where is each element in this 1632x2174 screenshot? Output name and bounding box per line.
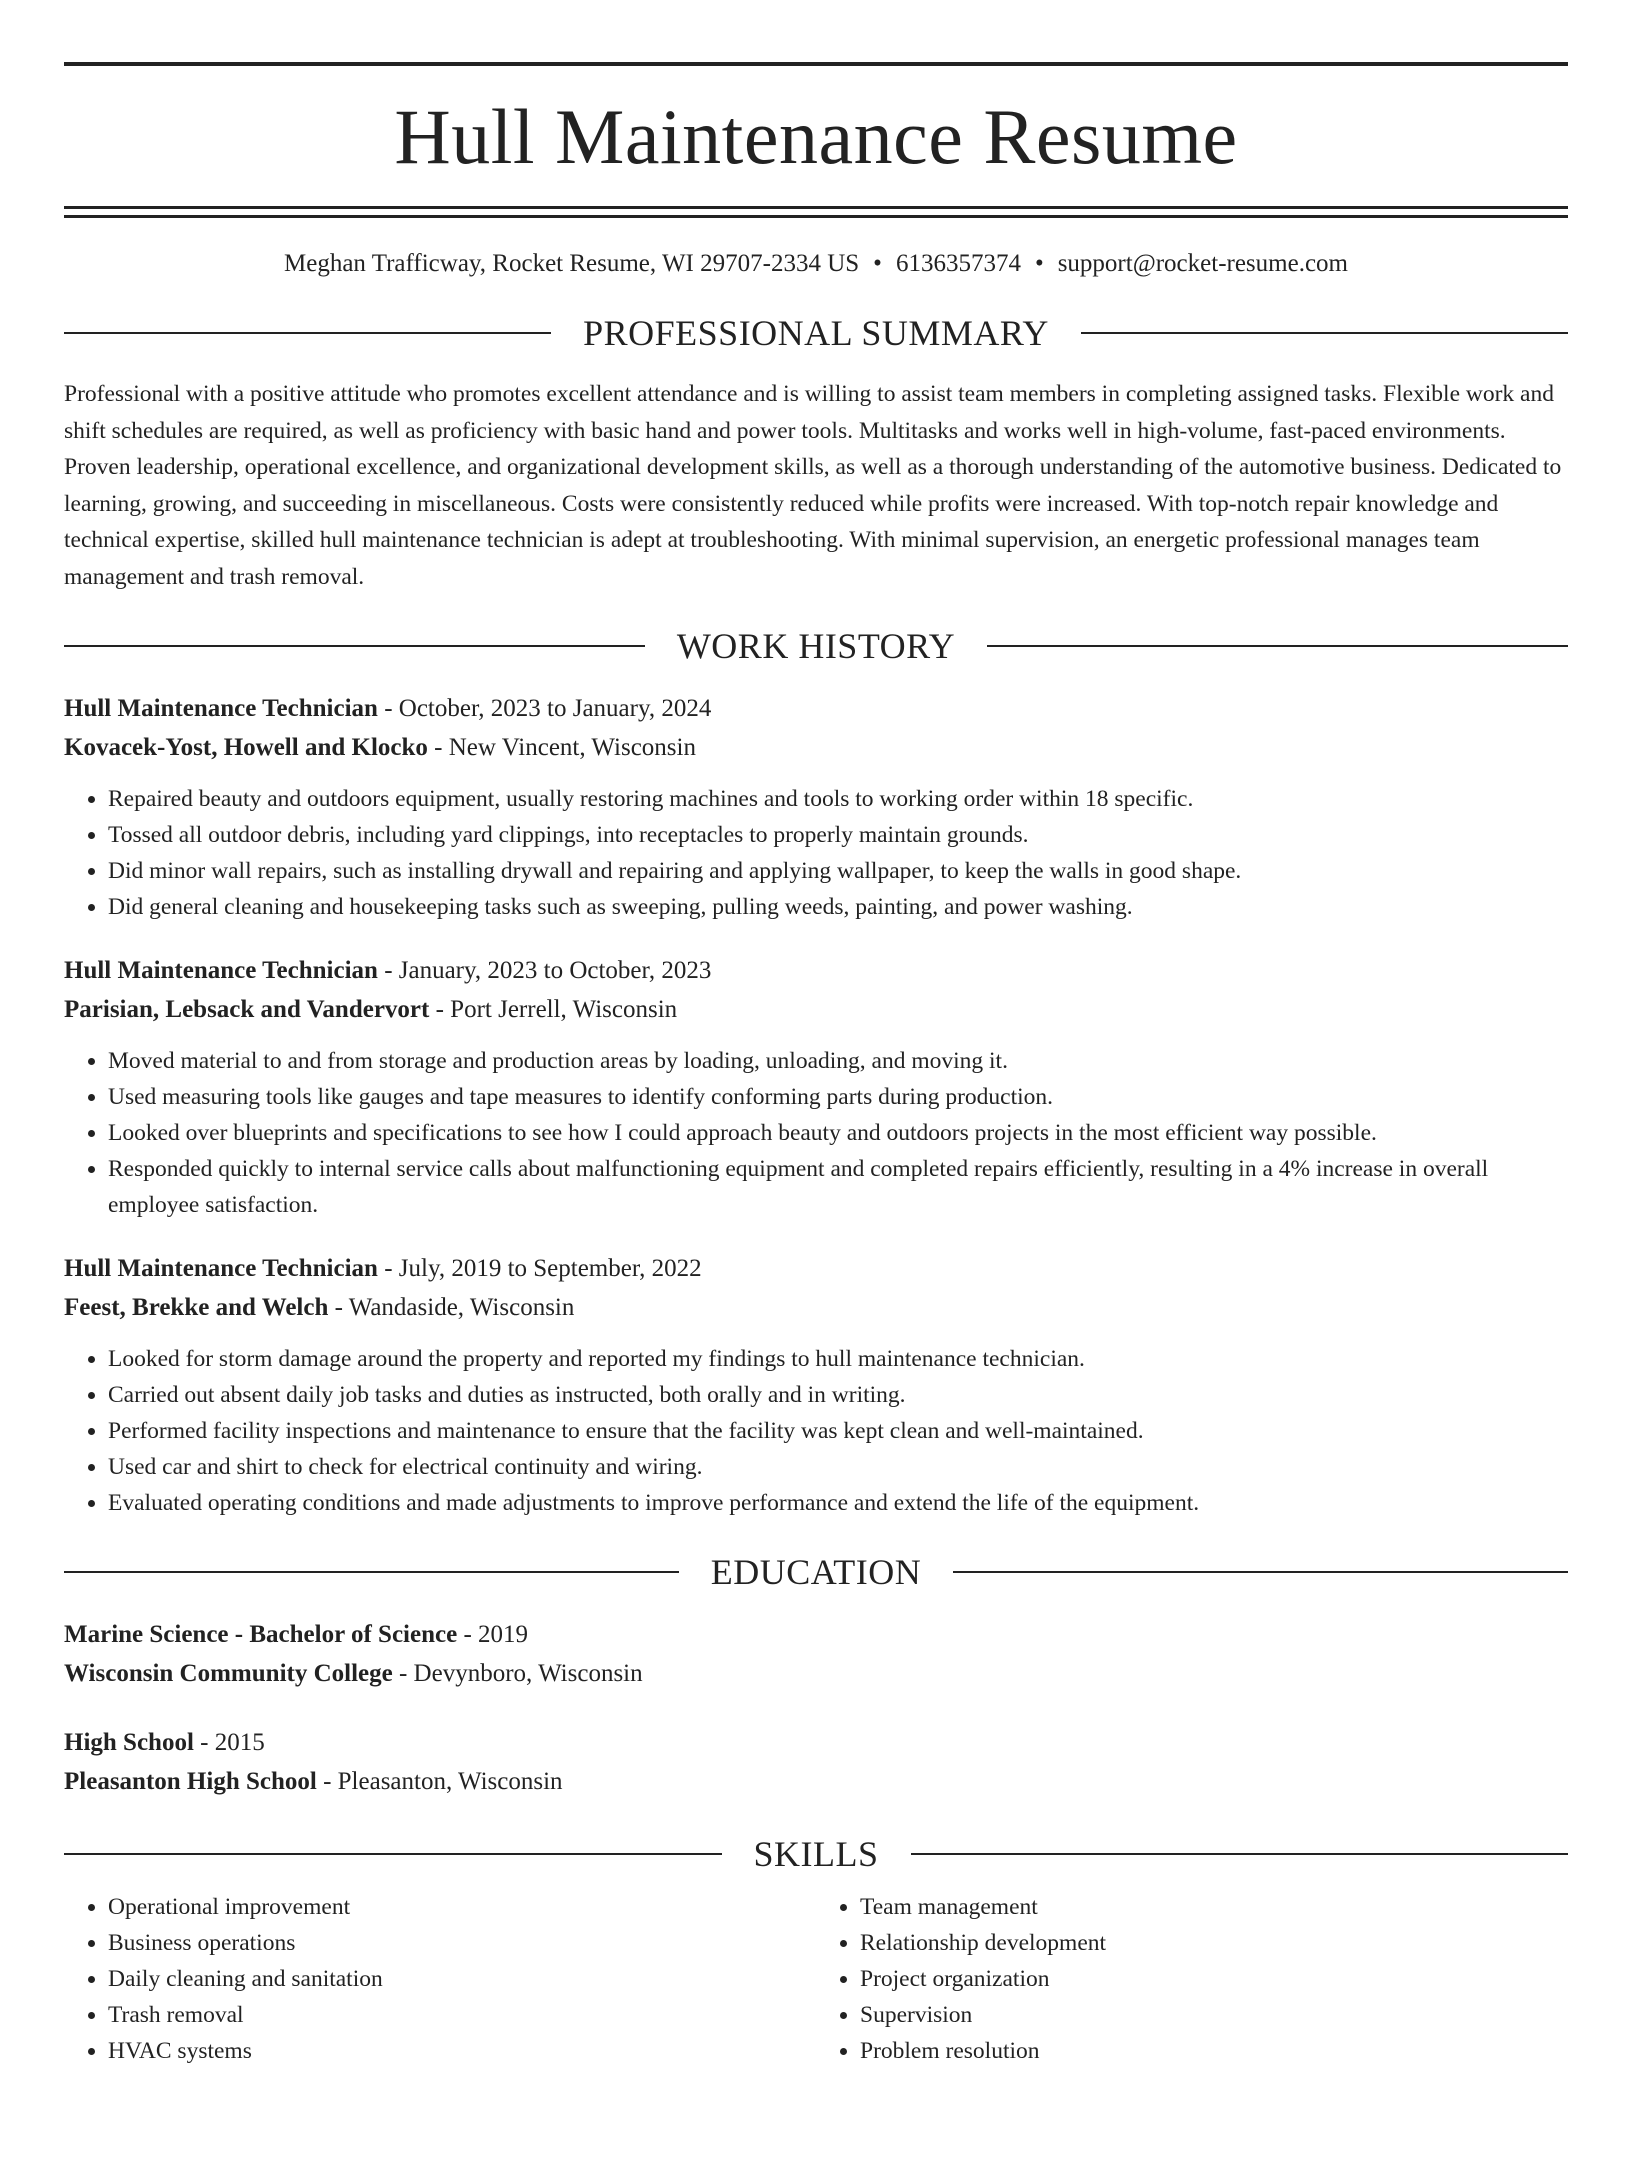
section-title-skills: SKILLS xyxy=(753,1834,879,1874)
contact-address: Meghan Trafficway, Rocket Resume, WI 29707-2334 US xyxy=(284,250,860,277)
list-item: • Used car and shirt to check for electrical continuity and wiring. xyxy=(108,1449,1568,1485)
skills-column-right xyxy=(816,1889,1568,2069)
education-year: - 2019 xyxy=(457,1621,529,1648)
section-title-education: EDUCATION xyxy=(710,1552,922,1592)
job-company-line xyxy=(64,990,1568,1029)
section-rule xyxy=(953,1571,1568,1573)
education-degree-line xyxy=(64,1723,1568,1762)
section-header-skills xyxy=(64,1833,1568,1875)
section-title-summary: PROFESSIONAL SUMMARY xyxy=(583,313,1049,353)
job-bullets xyxy=(64,1341,1568,1521)
contact-phone: 6136357374 xyxy=(895,250,1021,277)
list-item: • Business operations xyxy=(108,1925,816,1961)
job-company: Feest, Brekke and Welch xyxy=(64,1294,329,1321)
job-location: - Port Jerrell, Wisconsin xyxy=(429,996,678,1023)
job-company-line xyxy=(64,728,1568,767)
job-location: - Wandaside, Wisconsin xyxy=(328,1294,575,1321)
job-location: - New Vincent, Wisconsin xyxy=(427,734,696,761)
skills-list xyxy=(64,1889,1568,2069)
list-item: • Looked for storm damage around the property and reported my findings to hull maintenance technician. xyxy=(108,1341,1568,1377)
section-title-work: WORK HISTORY xyxy=(676,626,956,666)
section-header-summary xyxy=(64,312,1568,354)
job-entry xyxy=(64,1249,1568,1521)
education-location: - Pleasanton, Wisconsin xyxy=(316,1768,563,1795)
education-school: Pleasanton High School xyxy=(64,1768,317,1795)
list-item: • HVAC systems xyxy=(108,2033,816,2069)
section-header-work xyxy=(64,625,1568,667)
job-dates: - October, 2023 to January, 2024 xyxy=(377,695,712,722)
list-item: • Tossed all outdoor debris, including yard clippings, into receptacles to properly maintain grounds. xyxy=(108,817,1568,853)
section-rule xyxy=(1081,332,1568,334)
job-company-line xyxy=(64,1288,1568,1327)
education-entry xyxy=(64,1615,1568,1693)
job-dates: - January, 2023 to October, 2023 xyxy=(377,957,712,984)
job-title-line xyxy=(64,1249,1568,1288)
list-item: • Trash removal xyxy=(108,1997,816,2033)
list-item: • Repaired beauty and outdoors equipment, usually restoring machines and tools to working order within 18 specific. xyxy=(108,781,1568,817)
contact-email[interactable]: support@rocket-resume.com xyxy=(1057,250,1348,277)
education-school: Wisconsin Community College xyxy=(64,1660,393,1687)
section-rule xyxy=(64,332,551,334)
job-entry xyxy=(64,951,1568,1223)
list-item: • Used measuring tools like gauges and tape measures to identify conforming parts during production. xyxy=(108,1079,1568,1115)
list-item: • Operational improvement xyxy=(108,1889,816,1925)
list-item: • Relationship development xyxy=(860,1925,1568,1961)
list-item: • Team management xyxy=(860,1889,1568,1925)
job-title: Hull Maintenance Technician xyxy=(64,1255,378,1282)
job-title-line xyxy=(64,951,1568,990)
top-rule xyxy=(64,62,1568,66)
job-entry xyxy=(64,689,1568,925)
resume-page xyxy=(0,62,1632,2174)
education-school-line xyxy=(64,1762,1568,1801)
section-rule xyxy=(911,1853,1569,1855)
contact-line xyxy=(64,250,1568,278)
skills-column-left xyxy=(64,1889,816,2069)
education-entry xyxy=(64,1723,1568,1801)
job-bullets xyxy=(64,781,1568,925)
list-item: • Responded quickly to internal service calls about malfunctioning equipment and completed repairs efficiently, resulting in a 4% increase in overall employee satisfaction. xyxy=(108,1151,1568,1223)
section-rule xyxy=(64,645,645,647)
job-title-line xyxy=(64,689,1568,728)
job-dates: - July, 2019 to September, 2022 xyxy=(377,1255,702,1282)
job-title: Hull Maintenance Technician xyxy=(64,695,378,722)
list-item: • Supervision xyxy=(860,1997,1568,2033)
section-rule xyxy=(64,1853,722,1855)
list-item: • Project organization xyxy=(860,1961,1568,1997)
job-bullets xyxy=(64,1043,1568,1223)
contact-separator: • xyxy=(1034,250,1044,277)
list-item: • Carried out absent daily job tasks and duties as instructed, both orally and in writing. xyxy=(108,1377,1568,1413)
list-item: • Looked over blueprints and specifications to see how I could approach beauty and outdoors projects in the most efficient way possible. xyxy=(108,1115,1568,1151)
section-rule xyxy=(64,1571,679,1573)
list-item: • Daily cleaning and sanitation xyxy=(108,1961,816,1997)
contact-separator: • xyxy=(873,250,882,277)
page-title: Hull Maintenance Resume xyxy=(394,93,1238,180)
list-item: • Did general cleaning and housekeeping tasks such as sweeping, pulling weeds, painting, and power washing. xyxy=(108,889,1568,925)
job-company: Kovacek-Yost, Howell and Klocko xyxy=(64,734,428,761)
list-item: • Performed facility inspections and maintenance to ensure that the facility was kept clean and well-maintained. xyxy=(108,1413,1568,1449)
list-item: • Evaluated operating conditions and made adjustments to improve performance and extend the life of the equipment. xyxy=(108,1485,1568,1521)
education-school-line xyxy=(64,1654,1568,1693)
section-rule xyxy=(987,645,1568,647)
job-title: Hull Maintenance Technician xyxy=(64,957,378,984)
education-degree: Marine Science - Bachelor of Science xyxy=(64,1621,458,1648)
section-header-education xyxy=(64,1551,1568,1593)
summary-text: Professional with a positive attitude who promotes excellent attendance and is willing to assist team members in completing assigned tasks. Flexible work and shift schedules are required, as well as proficiency with basic hand and power tools. Multitasks and works well in high-volume, fast-paced environments. Proven leadership, operational excellence, and organizational development skills, as well as a thorough understanding of the automotive business. Dedicated to learning, growing, and succeeding in miscellaneous. Costs were consistently reduced while profits were increased. With top-notch repair knowledge and technical expertise, skilled hull maintenance technician is adept at troubleshooting. With minimal supervision, an energetic professional manages team management and trash removal. xyxy=(64,381,1562,590)
job-company: Parisian, Lebsack and Vandervort xyxy=(64,996,430,1023)
list-item: • Moved material to and from storage and production areas by loading, unloading, and moving it. xyxy=(108,1043,1568,1079)
education-degree: High School xyxy=(64,1729,194,1756)
education-degree-line xyxy=(64,1615,1568,1654)
title-double-rule xyxy=(64,206,1568,218)
list-item: • Did minor wall repairs, such as installing drywall and repairing and applying wallpaper, to keep the walls in good shape. xyxy=(108,853,1568,889)
list-item: • Problem resolution xyxy=(860,2033,1568,2069)
education-year: - 2015 xyxy=(193,1729,265,1756)
education-location: - Devynboro, Wisconsin xyxy=(392,1660,643,1687)
